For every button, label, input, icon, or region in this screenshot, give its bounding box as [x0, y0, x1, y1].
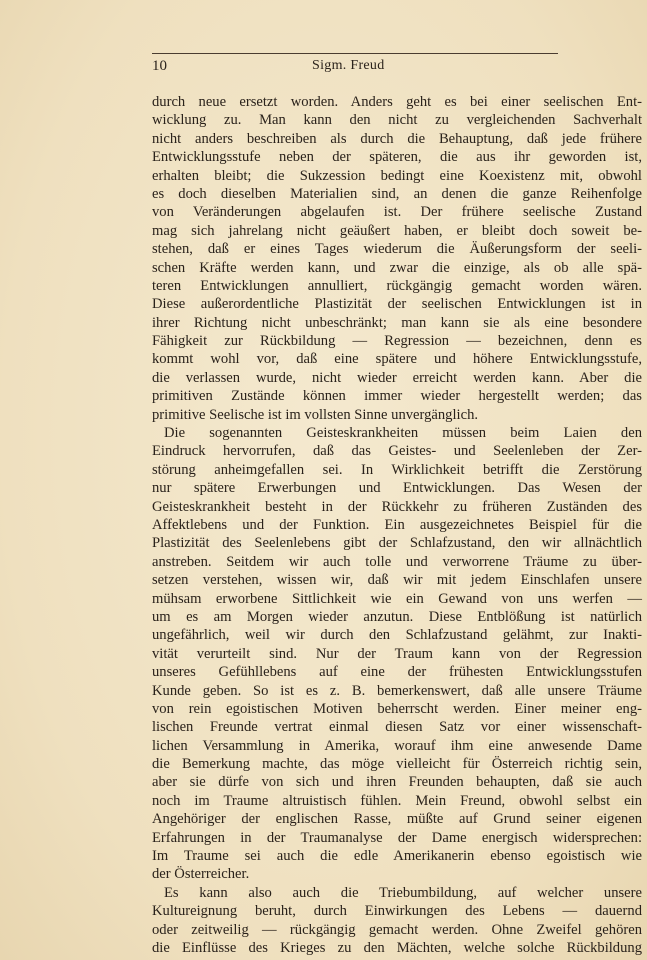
text-line: schen Kräfte werden kann, und zwar die einzige, als ob alle spä-	[152, 259, 642, 276]
text-line: wicklung zu. Man kann den nicht zu vergleichenden Sachverhalt	[152, 112, 642, 129]
text-line: lichen Versammlung in Amerika, worauf ihm eine anwesende Dame	[152, 737, 642, 754]
text-line: Angehöriger der englischen Rasse, müßte auf Grund seiner eigenen	[152, 811, 642, 828]
text-line: der Österreicher.	[152, 866, 250, 883]
text-line: lischen Freunde vertrat einmal diesen Satz vor einer wissenschaft-	[152, 719, 642, 736]
text-line: primitiven Zustände können immer wieder hergestellt werden; das	[152, 388, 642, 405]
text-line: noch im Traume altruistisch fühlen. Mein Freund, obwohl selbst ein	[152, 792, 642, 809]
text-line: stehen, daß er eines Tages wiederum die Äußerungsform der seeli-	[152, 241, 642, 258]
text-line: Affektlebens und der Funktion. Ein ausgezeichnetes Beispiel für die	[152, 516, 642, 533]
text-line: Geisteskrankheit besteht in der Rückkehr zu früheren Zuständen des	[152, 498, 642, 515]
text-line: Erfahrungen in der Traumanalyse der Dame energisch widersprechen:	[152, 829, 642, 846]
text-line: die Bemerkung machte, das möge vielleicht für Österreich richtig sein,	[152, 756, 642, 773]
text-line: Die sogenannten Geisteskrankheiten müssen beim Laien den	[164, 425, 642, 442]
text-line: setzen verstehen, wissen wir, daß wir mit jedem Einschlafen unsere	[152, 572, 642, 589]
text-line: die verlassen wurde, nicht wieder erreicht werden kann. Aber die	[152, 369, 642, 386]
text-line: um es am Morgen wieder anzutun. Diese Entblößung ist natürlich	[152, 608, 642, 625]
text-line: ungefährlich, weil wir durch den Schlafzustand gelähmt, zur Inakti-	[152, 627, 642, 644]
text-line: Im Traume sei auch die edle Amerikanerin ebenso egoistisch wie	[152, 848, 642, 865]
text-line: aber sie dürfe von sich und ihren Freunden behaupten, daß sie auch	[152, 774, 642, 791]
text-line: Eindruck hervorrufen, daß das Geistes- und Seelenleben der Zer-	[152, 443, 642, 460]
text-line: teren Entwicklungen annulliert, rückgängig gemacht worden wären.	[152, 277, 642, 294]
text-line: primitive Seelische ist im vollsten Sinne unvergänglich.	[152, 406, 479, 423]
text-line: unseres Gefühllebens auf eine der frühesten Entwicklungsstufen	[152, 664, 642, 681]
text-line: Kultureignung beruht, durch Einwirkungen des Lebens — dauernd	[152, 903, 642, 920]
text-line: Entwicklungsstufe neben der späteren, die aus ihr geworden ist,	[152, 149, 642, 166]
text-line: mühsam erworbene Sittlichkeit wie ein Gewand von uns werfen —	[152, 590, 642, 607]
text-line: erhalten bleibt; die Sukzession bedingt eine Koexistenz mit, obwohl	[152, 167, 642, 184]
text-line: Diese außerordentliche Plastizität der seelischen Entwicklungen ist in	[152, 296, 642, 313]
text-line: anstreben. Seitdem wir auch tolle und verworrene Träume zu über-	[152, 553, 642, 570]
text-line: Kunde geben. So ist es z. B. bemerkenswert, daß alle unsere Träume	[152, 682, 642, 699]
text-line: kommt wohl vor, daß eine spätere und höhere Entwicklungsstufe,	[152, 351, 642, 368]
text-line: vität verurteilt sind. Nur der Traum kann von der Regression	[152, 645, 642, 662]
text-line: ihrer Richtung nicht unbeschränkt; man kann sie als eine besondere	[152, 314, 642, 331]
text-line: Plastizität des Seelenlebens gibt der Schlafzustand, den wir allnächtlich	[152, 535, 642, 552]
body-text	[152, 93, 642, 957]
text-line: Es kann also auch die Triebumbildung, auf welcher unsere	[164, 884, 642, 901]
header-rule	[152, 53, 558, 54]
text-line: nicht anders beschreiben als durch die Behauptung, daß jede frühere	[152, 130, 642, 147]
text-line: oder zeitweilig — rückgängig gemacht werden. Ohne Zweifel gehören	[152, 921, 642, 938]
text-line: von rein egoistischen Motiven beherrscht werden. Einer meiner eng-	[152, 700, 642, 717]
text-line: mag sich jahrelang nicht geäußert haben, er bleibt doch soweit be-	[152, 222, 642, 239]
text-line: von Veränderungen abgelaufen ist. Der frühere seelische Zustand	[152, 204, 642, 221]
running-head: Sigm. Freud	[312, 58, 385, 73]
text-line: durch neue ersetzt worden. Anders geht es bei einer seelischen Ent-	[152, 94, 642, 110]
text-line: Fähigkeit zur Rückbildung — Regression — bezeichnen, denn es	[152, 333, 642, 350]
text-line: die Einflüsse des Krieges zu den Mächten, welche solche Rückbildung	[152, 939, 642, 956]
text-line: störung anheimgefallen sei. In Wirklichkeit betrifft die Zerstörung	[152, 461, 642, 478]
text-line: nur spätere Erwerbungen und Entwicklungen. Das Wesen der	[152, 480, 642, 497]
text-line: es doch dieselben Materialien sind, an denen die ganze Reihenfolge	[152, 185, 642, 202]
page-number: 10	[152, 58, 167, 74]
